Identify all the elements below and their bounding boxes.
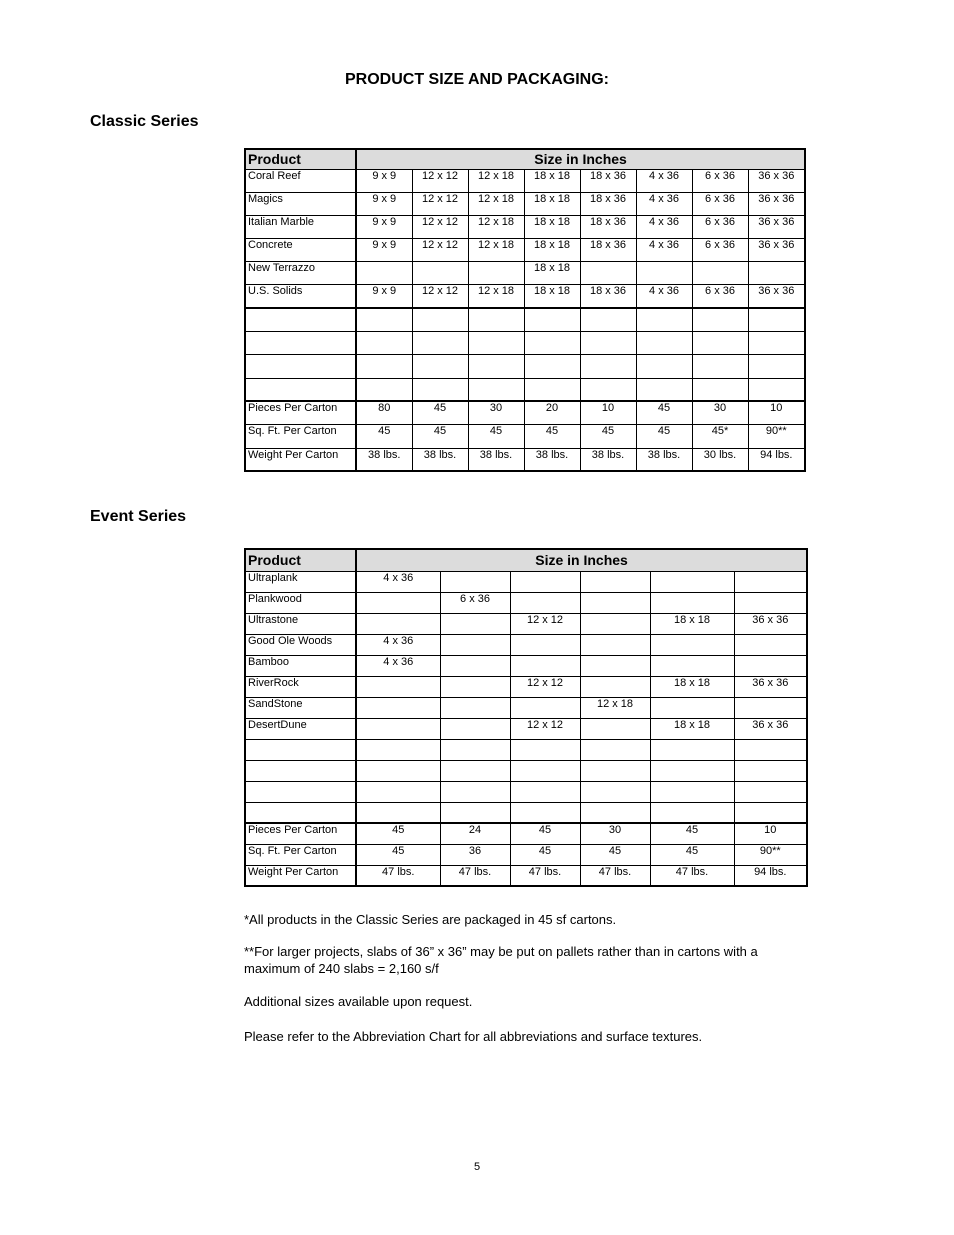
size-cell: 47 lbs.: [356, 865, 440, 886]
size-cell: 36 x 36: [734, 718, 807, 739]
size-cell: [468, 378, 524, 401]
size-cell: [580, 739, 650, 760]
classic-table-row: [245, 378, 805, 401]
event-header-size: Size in Inches: [356, 549, 807, 571]
size-cell: 30: [580, 823, 650, 844]
event-table-row: [245, 697, 807, 718]
classic-series-table: [244, 148, 806, 472]
size-cell: [580, 802, 650, 823]
size-cell: [440, 760, 510, 781]
size-cell: [356, 592, 440, 613]
event-table-row: [245, 718, 807, 739]
size-cell: [412, 354, 468, 378]
product-name-cell: Coral Reef: [245, 169, 356, 192]
size-cell: [650, 781, 734, 802]
size-cell: [356, 308, 412, 331]
size-cell: [510, 760, 580, 781]
size-cell: [734, 571, 807, 592]
event-table-row: [245, 781, 807, 802]
size-cell: 30: [468, 401, 524, 424]
size-cell: [580, 308, 636, 331]
size-cell: [510, 655, 580, 676]
size-cell: 38 lbs.: [580, 448, 636, 471]
size-cell: 9 x 9: [356, 192, 412, 215]
size-cell: [650, 760, 734, 781]
size-cell: 4 x 36: [636, 215, 692, 238]
product-name-cell: Bamboo: [245, 655, 356, 676]
size-cell: 18 x 18: [524, 238, 580, 261]
size-cell: 6 x 36: [692, 169, 748, 192]
size-cell: 36 x 36: [734, 613, 807, 634]
size-cell: 18 x 18: [524, 215, 580, 238]
size-cell: [580, 331, 636, 354]
size-cell: [580, 781, 650, 802]
size-cell: [580, 261, 636, 284]
product-name-cell: [245, 760, 356, 781]
size-cell: 6 x 36: [692, 215, 748, 238]
size-cell: [440, 676, 510, 697]
size-cell: 45: [412, 401, 468, 424]
size-cell: [580, 613, 650, 634]
size-cell: 18 x 18: [524, 192, 580, 215]
size-cell: 20: [524, 401, 580, 424]
size-cell: 38 lbs.: [468, 448, 524, 471]
product-name-cell: RiverRock: [245, 676, 356, 697]
product-name-cell: Italian Marble: [245, 215, 356, 238]
product-name-cell: Plankwood: [245, 592, 356, 613]
size-cell: [580, 634, 650, 655]
product-name-cell: [245, 739, 356, 760]
size-cell: [356, 739, 440, 760]
size-cell: [734, 697, 807, 718]
size-cell: [356, 378, 412, 401]
page-title: PRODUCT SIZE AND PACKAGING:: [345, 71, 609, 88]
size-cell: 36 x 36: [748, 192, 805, 215]
classic-table-row: [245, 261, 805, 284]
size-cell: [580, 592, 650, 613]
size-cell: 4 x 36: [636, 192, 692, 215]
size-cell: [440, 571, 510, 592]
size-cell: 12 x 18: [468, 284, 524, 308]
size-cell: [748, 354, 805, 378]
size-cell: 36 x 36: [734, 676, 807, 697]
note-additional-sizes: Additional sizes available upon request.: [244, 994, 473, 1009]
size-cell: 90**: [748, 424, 805, 448]
size-cell: 38 lbs.: [636, 448, 692, 471]
size-cell: [636, 261, 692, 284]
product-name-cell: U.S. Solids: [245, 284, 356, 308]
product-name-cell: [245, 781, 356, 802]
size-cell: [440, 697, 510, 718]
size-cell: 45: [356, 844, 440, 865]
size-cell: [412, 261, 468, 284]
classic-table-row: [245, 424, 805, 448]
size-cell: [356, 331, 412, 354]
size-cell: [692, 354, 748, 378]
size-cell: 36 x 36: [748, 238, 805, 261]
size-cell: 12 x 18: [468, 215, 524, 238]
event-series-table: [244, 548, 808, 887]
size-cell: 94 lbs.: [748, 448, 805, 471]
size-cell: 45: [468, 424, 524, 448]
size-cell: [468, 308, 524, 331]
size-cell: 94 lbs.: [734, 865, 807, 886]
page-number: 5: [473, 1161, 481, 1173]
size-cell: 12 x 12: [412, 169, 468, 192]
size-cell: 18 x 18: [650, 718, 734, 739]
classic-table-row: [245, 284, 805, 308]
size-cell: 36 x 36: [748, 169, 805, 192]
size-cell: 18 x 36: [580, 284, 636, 308]
size-cell: [440, 634, 510, 655]
product-name-cell: Ultraplank: [245, 571, 356, 592]
product-name-cell: Pieces Per Carton: [245, 401, 356, 424]
size-cell: 45*: [692, 424, 748, 448]
size-cell: [692, 261, 748, 284]
product-name-cell: Sq. Ft. Per Carton: [245, 844, 356, 865]
size-cell: 12 x 12: [510, 676, 580, 697]
size-cell: [580, 718, 650, 739]
event-header-product: Product: [245, 549, 356, 571]
size-cell: 6 x 36: [692, 192, 748, 215]
classic-table-row: [245, 238, 805, 261]
size-cell: [734, 634, 807, 655]
size-cell: [734, 655, 807, 676]
size-cell: 18 x 18: [524, 169, 580, 192]
size-cell: [636, 308, 692, 331]
size-cell: [734, 592, 807, 613]
size-cell: 47 lbs.: [440, 865, 510, 886]
size-cell: [356, 718, 440, 739]
size-cell: [356, 781, 440, 802]
size-cell: 12 x 18: [468, 238, 524, 261]
size-cell: 4 x 36: [636, 169, 692, 192]
size-cell: [650, 592, 734, 613]
product-name-cell: SandStone: [245, 697, 356, 718]
size-cell: [692, 378, 748, 401]
size-cell: [748, 261, 805, 284]
product-name-cell: Ultrastone: [245, 613, 356, 634]
product-name-cell: Weight Per Carton: [245, 865, 356, 886]
product-name-cell: [245, 331, 356, 354]
size-cell: 18 x 36: [580, 192, 636, 215]
size-cell: 10: [748, 401, 805, 424]
size-cell: [440, 613, 510, 634]
classic-table-row: [245, 448, 805, 471]
classic-series-heading: Classic Series: [90, 113, 199, 130]
size-cell: 9 x 9: [356, 284, 412, 308]
size-cell: [440, 802, 510, 823]
classic-table-row: [245, 192, 805, 215]
size-cell: 4 x 36: [636, 284, 692, 308]
size-cell: [356, 697, 440, 718]
size-cell: [356, 760, 440, 781]
product-name-cell: Sq. Ft. Per Carton: [245, 424, 356, 448]
size-cell: [692, 308, 748, 331]
size-cell: 45: [524, 424, 580, 448]
size-cell: 36: [440, 844, 510, 865]
size-cell: 45: [510, 844, 580, 865]
size-cell: 12 x 12: [412, 192, 468, 215]
size-cell: 6 x 36: [692, 284, 748, 308]
size-cell: 12 x 18: [468, 169, 524, 192]
size-cell: 45: [650, 823, 734, 844]
classic-table-row: [245, 331, 805, 354]
product-name-cell: Weight Per Carton: [245, 448, 356, 471]
footnote-pallets: **For larger projects, slabs of 36” x 36” may be put on pallets rather than in cartons with a maximum of 240 slabs = 2,160 s/f: [244, 944, 758, 976]
size-cell: [748, 378, 805, 401]
size-cell: [692, 331, 748, 354]
size-cell: [734, 781, 807, 802]
classic-table-row: [245, 308, 805, 331]
product-name-cell: DesertDune: [245, 718, 356, 739]
classic-table-row: [245, 354, 805, 378]
size-cell: 36 x 36: [748, 284, 805, 308]
size-cell: [636, 331, 692, 354]
size-cell: [650, 634, 734, 655]
size-cell: [524, 308, 580, 331]
classic-header-size: Size in Inches: [356, 149, 805, 169]
size-cell: [524, 378, 580, 401]
event-table-row: [245, 571, 807, 592]
size-cell: 18 x 18: [650, 676, 734, 697]
size-cell: 38 lbs.: [524, 448, 580, 471]
size-cell: [636, 354, 692, 378]
size-cell: [650, 571, 734, 592]
size-cell: 12 x 12: [412, 284, 468, 308]
size-cell: 12 x 12: [412, 238, 468, 261]
size-cell: 45: [356, 823, 440, 844]
product-name-cell: [245, 354, 356, 378]
size-cell: 45: [412, 424, 468, 448]
size-cell: [734, 760, 807, 781]
size-cell: [650, 655, 734, 676]
event-table-row: [245, 865, 807, 886]
size-cell: 12 x 18: [468, 192, 524, 215]
size-cell: [356, 613, 440, 634]
size-cell: [440, 718, 510, 739]
size-cell: [580, 354, 636, 378]
size-cell: [468, 331, 524, 354]
size-cell: [580, 378, 636, 401]
size-cell: 18 x 18: [524, 284, 580, 308]
product-name-cell: Magics: [245, 192, 356, 215]
classic-table-row: [245, 215, 805, 238]
size-cell: [440, 739, 510, 760]
size-cell: 38 lbs.: [356, 448, 412, 471]
size-cell: [650, 802, 734, 823]
size-cell: 12 x 12: [510, 613, 580, 634]
product-name-cell: Good Ole Woods: [245, 634, 356, 655]
size-cell: [580, 676, 650, 697]
size-cell: [580, 655, 650, 676]
size-cell: [510, 571, 580, 592]
size-cell: 12 x 12: [510, 718, 580, 739]
product-name-cell: Pieces Per Carton: [245, 823, 356, 844]
size-cell: [748, 331, 805, 354]
size-cell: 18 x 18: [524, 261, 580, 284]
size-cell: 6 x 36: [692, 238, 748, 261]
product-name-cell: New Terrazzo: [245, 261, 356, 284]
size-cell: [748, 308, 805, 331]
size-cell: [468, 261, 524, 284]
event-table-row: [245, 592, 807, 613]
classic-header-product: Product: [245, 149, 356, 169]
size-cell: [356, 802, 440, 823]
size-cell: [734, 802, 807, 823]
size-cell: 30 lbs.: [692, 448, 748, 471]
size-cell: 4 x 36: [356, 655, 440, 676]
size-cell: 38 lbs.: [412, 448, 468, 471]
size-cell: [580, 760, 650, 781]
size-cell: 4 x 36: [356, 571, 440, 592]
note-abbreviation-chart: Please refer to the Abbreviation Chart for all abbreviations and surface textures.: [244, 1029, 703, 1044]
event-table-row: [245, 613, 807, 634]
footnote-classic-cartons: *All products in the Classic Series are packaged in 45 sf cartons.: [244, 912, 617, 927]
size-cell: 45: [356, 424, 412, 448]
size-cell: [580, 571, 650, 592]
event-table-row: [245, 655, 807, 676]
size-cell: 30: [692, 401, 748, 424]
size-cell: 47 lbs.: [580, 865, 650, 886]
size-cell: 18 x 36: [580, 169, 636, 192]
size-cell: 10: [734, 823, 807, 844]
size-cell: [524, 354, 580, 378]
size-cell: [468, 354, 524, 378]
size-cell: [636, 378, 692, 401]
event-table-row: [245, 739, 807, 760]
size-cell: 10: [580, 401, 636, 424]
size-cell: 47 lbs.: [650, 865, 734, 886]
size-cell: 9 x 9: [356, 238, 412, 261]
size-cell: 45: [650, 844, 734, 865]
size-cell: 18 x 36: [580, 238, 636, 261]
size-cell: [510, 781, 580, 802]
size-cell: 12 x 12: [412, 215, 468, 238]
size-cell: [412, 308, 468, 331]
size-cell: [650, 697, 734, 718]
product-name-cell: Concrete: [245, 238, 356, 261]
size-cell: 80: [356, 401, 412, 424]
size-cell: [356, 354, 412, 378]
event-table-row: [245, 823, 807, 844]
size-cell: 9 x 9: [356, 169, 412, 192]
product-name-cell: [245, 378, 356, 401]
size-cell: [412, 378, 468, 401]
product-name-cell: [245, 308, 356, 331]
size-cell: [510, 634, 580, 655]
classic-table-row: [245, 169, 805, 192]
size-cell: 90**: [734, 844, 807, 865]
size-cell: [356, 676, 440, 697]
event-table-row: [245, 760, 807, 781]
size-cell: 9 x 9: [356, 215, 412, 238]
size-cell: [510, 592, 580, 613]
size-cell: 47 lbs.: [510, 865, 580, 886]
size-cell: 6 x 36: [440, 592, 510, 613]
size-cell: 24: [440, 823, 510, 844]
size-cell: 36 x 36: [748, 215, 805, 238]
size-cell: 18 x 18: [650, 613, 734, 634]
event-table-row: [245, 844, 807, 865]
size-cell: 18 x 36: [580, 215, 636, 238]
size-cell: [650, 739, 734, 760]
size-cell: 12 x 18: [580, 697, 650, 718]
size-cell: 4 x 36: [356, 634, 440, 655]
size-cell: 45: [580, 844, 650, 865]
event-series-heading: Event Series: [90, 508, 187, 525]
size-cell: [440, 781, 510, 802]
size-cell: 45: [636, 424, 692, 448]
size-cell: [510, 739, 580, 760]
size-cell: 4 x 36: [636, 238, 692, 261]
size-cell: [440, 655, 510, 676]
size-cell: [356, 261, 412, 284]
event-table-row: [245, 634, 807, 655]
event-table-row: [245, 802, 807, 823]
size-cell: [524, 331, 580, 354]
size-cell: [510, 697, 580, 718]
event-table-row: [245, 676, 807, 697]
size-cell: [412, 331, 468, 354]
size-cell: 45: [636, 401, 692, 424]
size-cell: 45: [580, 424, 636, 448]
size-cell: 45: [510, 823, 580, 844]
classic-table-row: [245, 401, 805, 424]
product-name-cell: [245, 802, 356, 823]
size-cell: [734, 739, 807, 760]
size-cell: [510, 802, 580, 823]
